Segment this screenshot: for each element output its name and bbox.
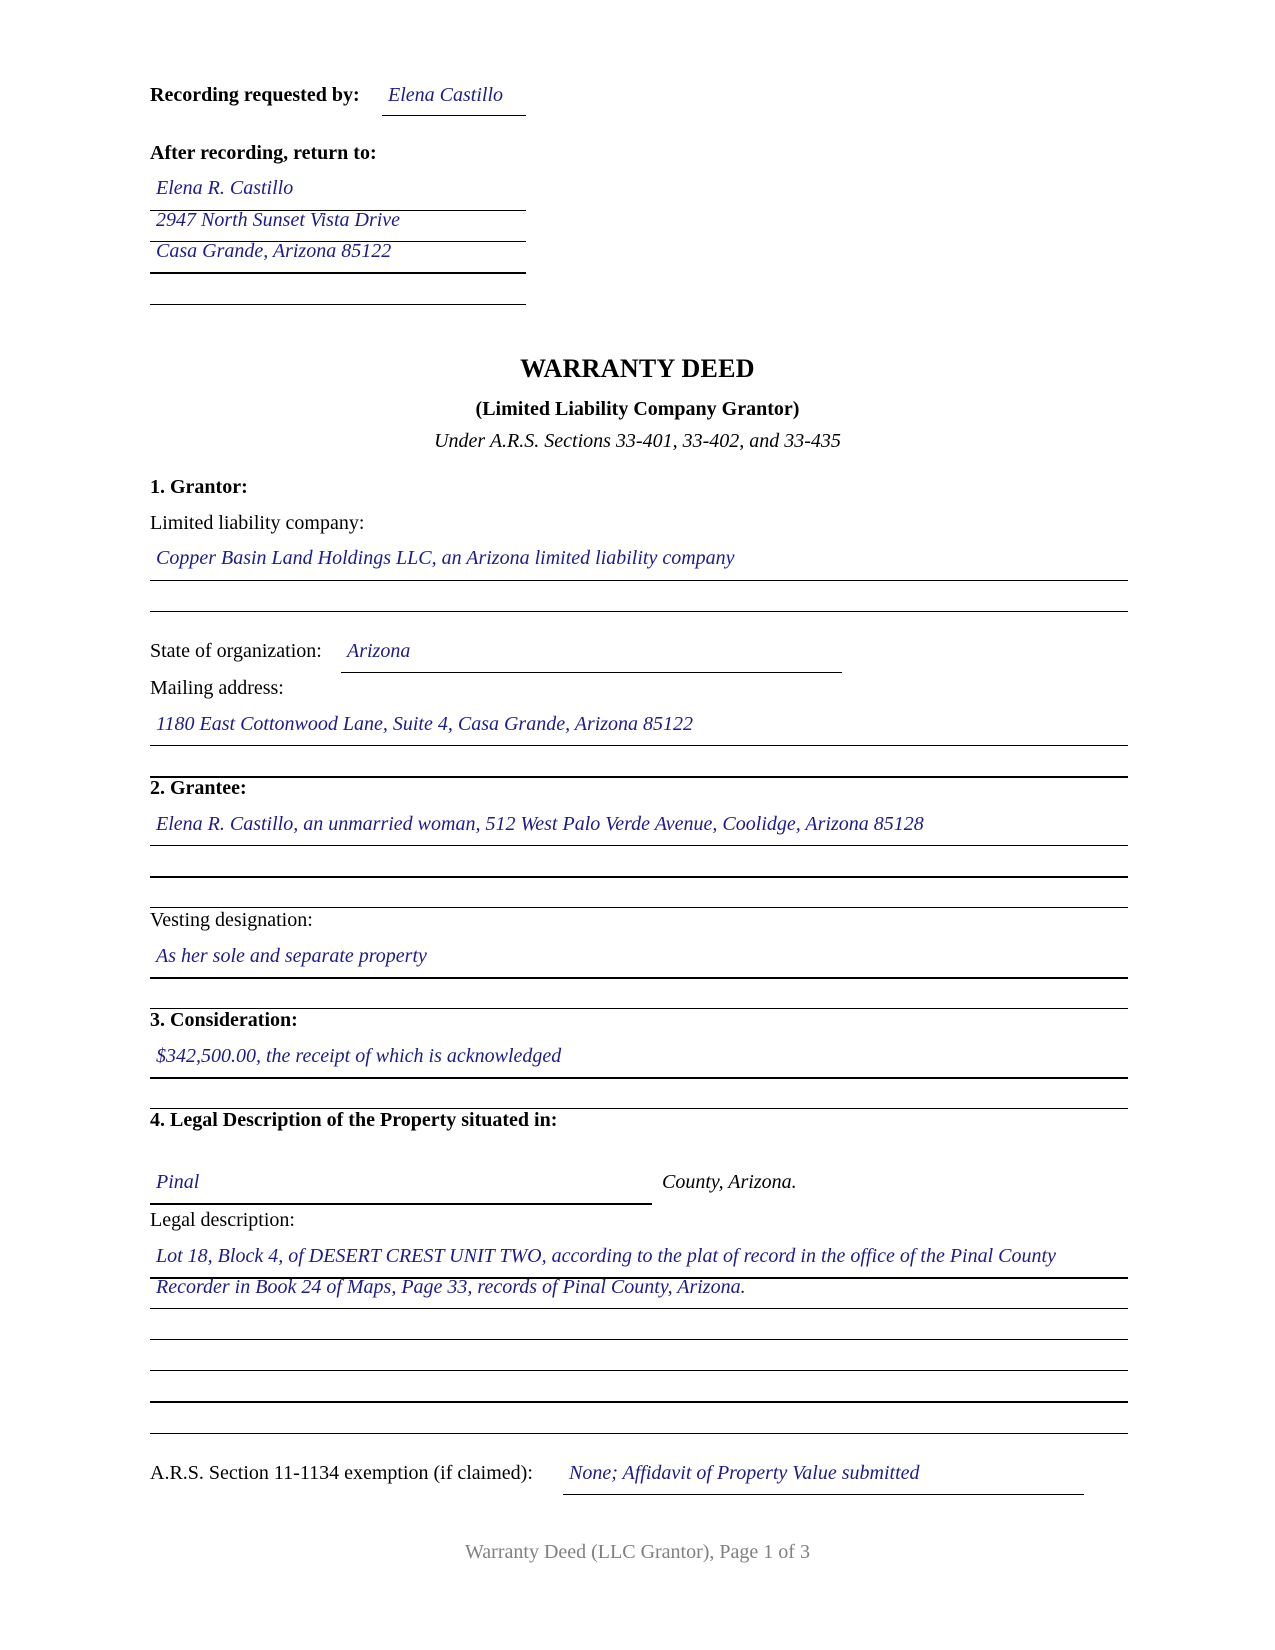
recording-requested-underline xyxy=(382,115,526,116)
vesting-designation-value[interactable]: As her sole and separate property xyxy=(156,945,427,967)
legal-description-line-2[interactable]: Recorder in Book 24 of Maps, Page 33, records of Pinal County, Arizona. xyxy=(156,1276,746,1298)
legal-description-underline-6 xyxy=(150,1433,1128,1434)
grantee-underline-2 xyxy=(150,876,1128,878)
legal-description-heading: 4. Legal Description of the Property situated in: xyxy=(150,1109,558,1131)
legal-description-underline-4 xyxy=(150,1370,1128,1371)
document-subtitle: (Limited Liability Company Grantor) xyxy=(475,398,800,420)
legal-description-line-1[interactable]: Lot 18, Block 4, of DESERT CREST UNIT TWO, according to the plat of record in the office of the Pinal County xyxy=(156,1245,1056,1267)
return-line-3[interactable]: Casa Grande, Arizona 85122 xyxy=(156,240,392,262)
legal-description-underline-5 xyxy=(150,1401,1128,1403)
state-of-organization-value[interactable]: Arizona xyxy=(347,640,411,662)
legal-description-underline-2 xyxy=(150,1308,1128,1309)
return-line-3-underline xyxy=(150,272,526,274)
mailing-address-underline-2 xyxy=(150,776,1128,778)
grantor-company-underline-2 xyxy=(150,611,1128,612)
return-to-label: After recording, return to: xyxy=(150,142,377,164)
mailing-address-label: Mailing address: xyxy=(150,677,284,699)
grantee-underline xyxy=(150,845,1128,846)
grantor-company-underline xyxy=(150,580,1128,581)
exemption-label: A.R.S. Section 11-1134 exemption (if claimed): xyxy=(150,1462,533,1484)
state-of-organization-underline xyxy=(341,672,842,673)
county-underline xyxy=(150,1203,652,1205)
legal-description-label: Legal description: xyxy=(150,1209,295,1231)
grantor-company-label: Limited liability company: xyxy=(150,512,365,534)
grantor-heading: 1. Grantor: xyxy=(150,476,248,498)
return-line-4-underline xyxy=(150,304,526,305)
county-suffix: County, Arizona. xyxy=(662,1171,797,1193)
document-title: WARRANTY DEED xyxy=(520,354,755,383)
mailing-address-value[interactable]: 1180 East Cottonwood Lane, Suite 4, Casa Grande, Arizona 85122 xyxy=(156,713,694,735)
return-line-1[interactable]: Elena R. Castillo xyxy=(156,177,294,199)
exemption-underline xyxy=(563,1494,1084,1495)
recording-requested-value[interactable]: Elena Castillo xyxy=(388,84,503,106)
grantor-company-value[interactable]: Copper Basin Land Holdings LLC, an Arizona limited liability company xyxy=(156,547,735,569)
grantee-heading: 2. Grantee: xyxy=(150,777,247,799)
recording-requested-label: Recording requested by: xyxy=(150,84,360,106)
consideration-heading: 3. Consideration: xyxy=(150,1009,298,1031)
grantee-value[interactable]: Elena R. Castillo, an unmarried woman, 512 West Palo Verde Avenue, Coolidge, Arizona 85128 xyxy=(156,813,924,835)
vesting-designation-label: Vesting designation: xyxy=(150,909,313,931)
mailing-address-underline xyxy=(150,745,1128,746)
consideration-underline xyxy=(150,1077,1128,1079)
vesting-underline xyxy=(150,977,1128,979)
legal-description-underline-3 xyxy=(150,1339,1128,1340)
page-footer: Warranty Deed (LLC Grantor), Page 1 of 3 xyxy=(465,1541,810,1563)
county-value[interactable]: Pinal xyxy=(156,1171,200,1193)
exemption-value[interactable]: None; Affidavit of Property Value submitted xyxy=(569,1462,920,1484)
state-of-organization-label: State of organization: xyxy=(150,640,322,662)
return-line-2[interactable]: 2947 North Sunset Vista Drive xyxy=(156,209,401,231)
consideration-value[interactable]: $342,500.00, the receipt of which is acknowledged xyxy=(156,1045,562,1067)
statute-reference: Under A.R.S. Sections 33-401, 33-402, and 33-435 xyxy=(434,430,841,452)
